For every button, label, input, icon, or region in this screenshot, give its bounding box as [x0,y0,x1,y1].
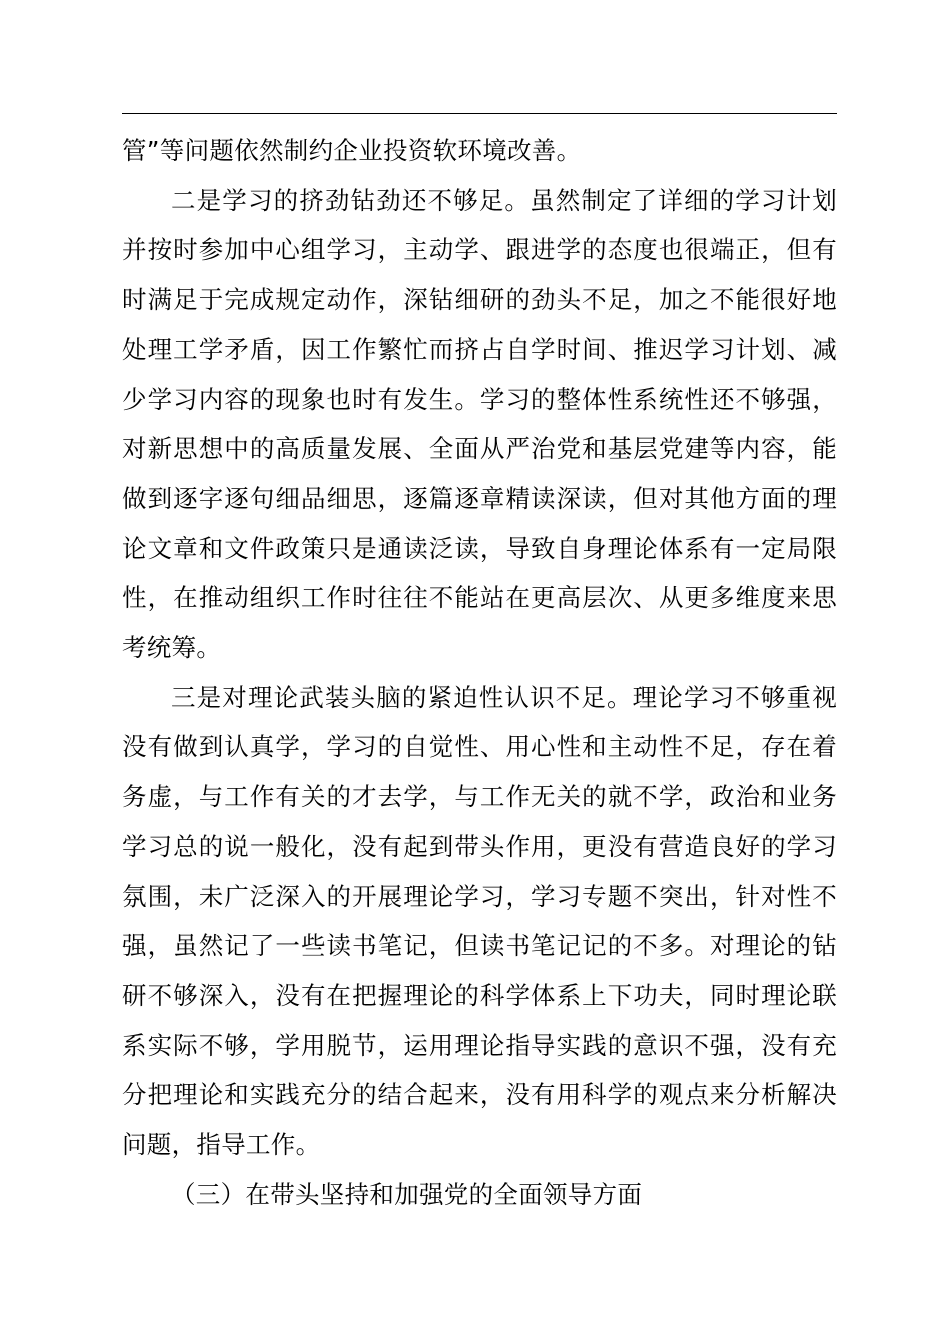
header-rule [122,113,837,114]
document-body [122,126,837,1219]
paragraph-theory-urgency: 三是对理论武装头脑的紧迫性认识不足。理论学习不够重视没有做到认真学，学习的自觉性、用心性和主动性不足，存在着务虚，与工作有关的才去学，与工作无关的就不学，政治和业务学习总的说一般化，没有起到带头作用，更没有营造良好的学习氛围，未广泛深入的开展理论学习，学习专题不突出，针对性不强，虽然记了一些读书笔记，但读书笔记记的不多。对理论的钻研不够深入，没有在把握理论的科学体系上下功夫，同时理论联系实际不够，学用脱节，运用理论指导实践的意识不强，没有充分把理论和实践充分的结合起来，没有用科学的观点来分析解决问题，指导工作。 [122,682,837,1160]
paragraph-study-effort: 二是学习的挤劲钻劲还不够足。虽然制定了详细的学习计划并按时参加中心组学习，主动学、跟进学的态度也很端正，但有时满足于完成规定动作，深钻细研的劲头不足，加之不能很好地处理工学矛盾，因工作繁忙而挤占自学时间、推迟学习计划、减少学习内容的现象也时有发生。学习的整体性系统性还不够强，对新思想中的高质量发展、全面从严治党和基层党建等内容，能做到逐字逐句细品细思，逐篇逐章精读深读，但对其他方面的理论文章和文件政策只是通读泛读，导致自身理论体系有一定局限性，在推动组织工作时往往不能站在更高层次、从更多维度来思考统筹。 [122,185,837,663]
section-heading-party-leadership: （三）在带头坚持和加强党的全面领导方面 [171,1179,643,1209]
paragraph-continuation: 管”等问题依然制约企业投资软环境改善。 [122,136,582,165]
